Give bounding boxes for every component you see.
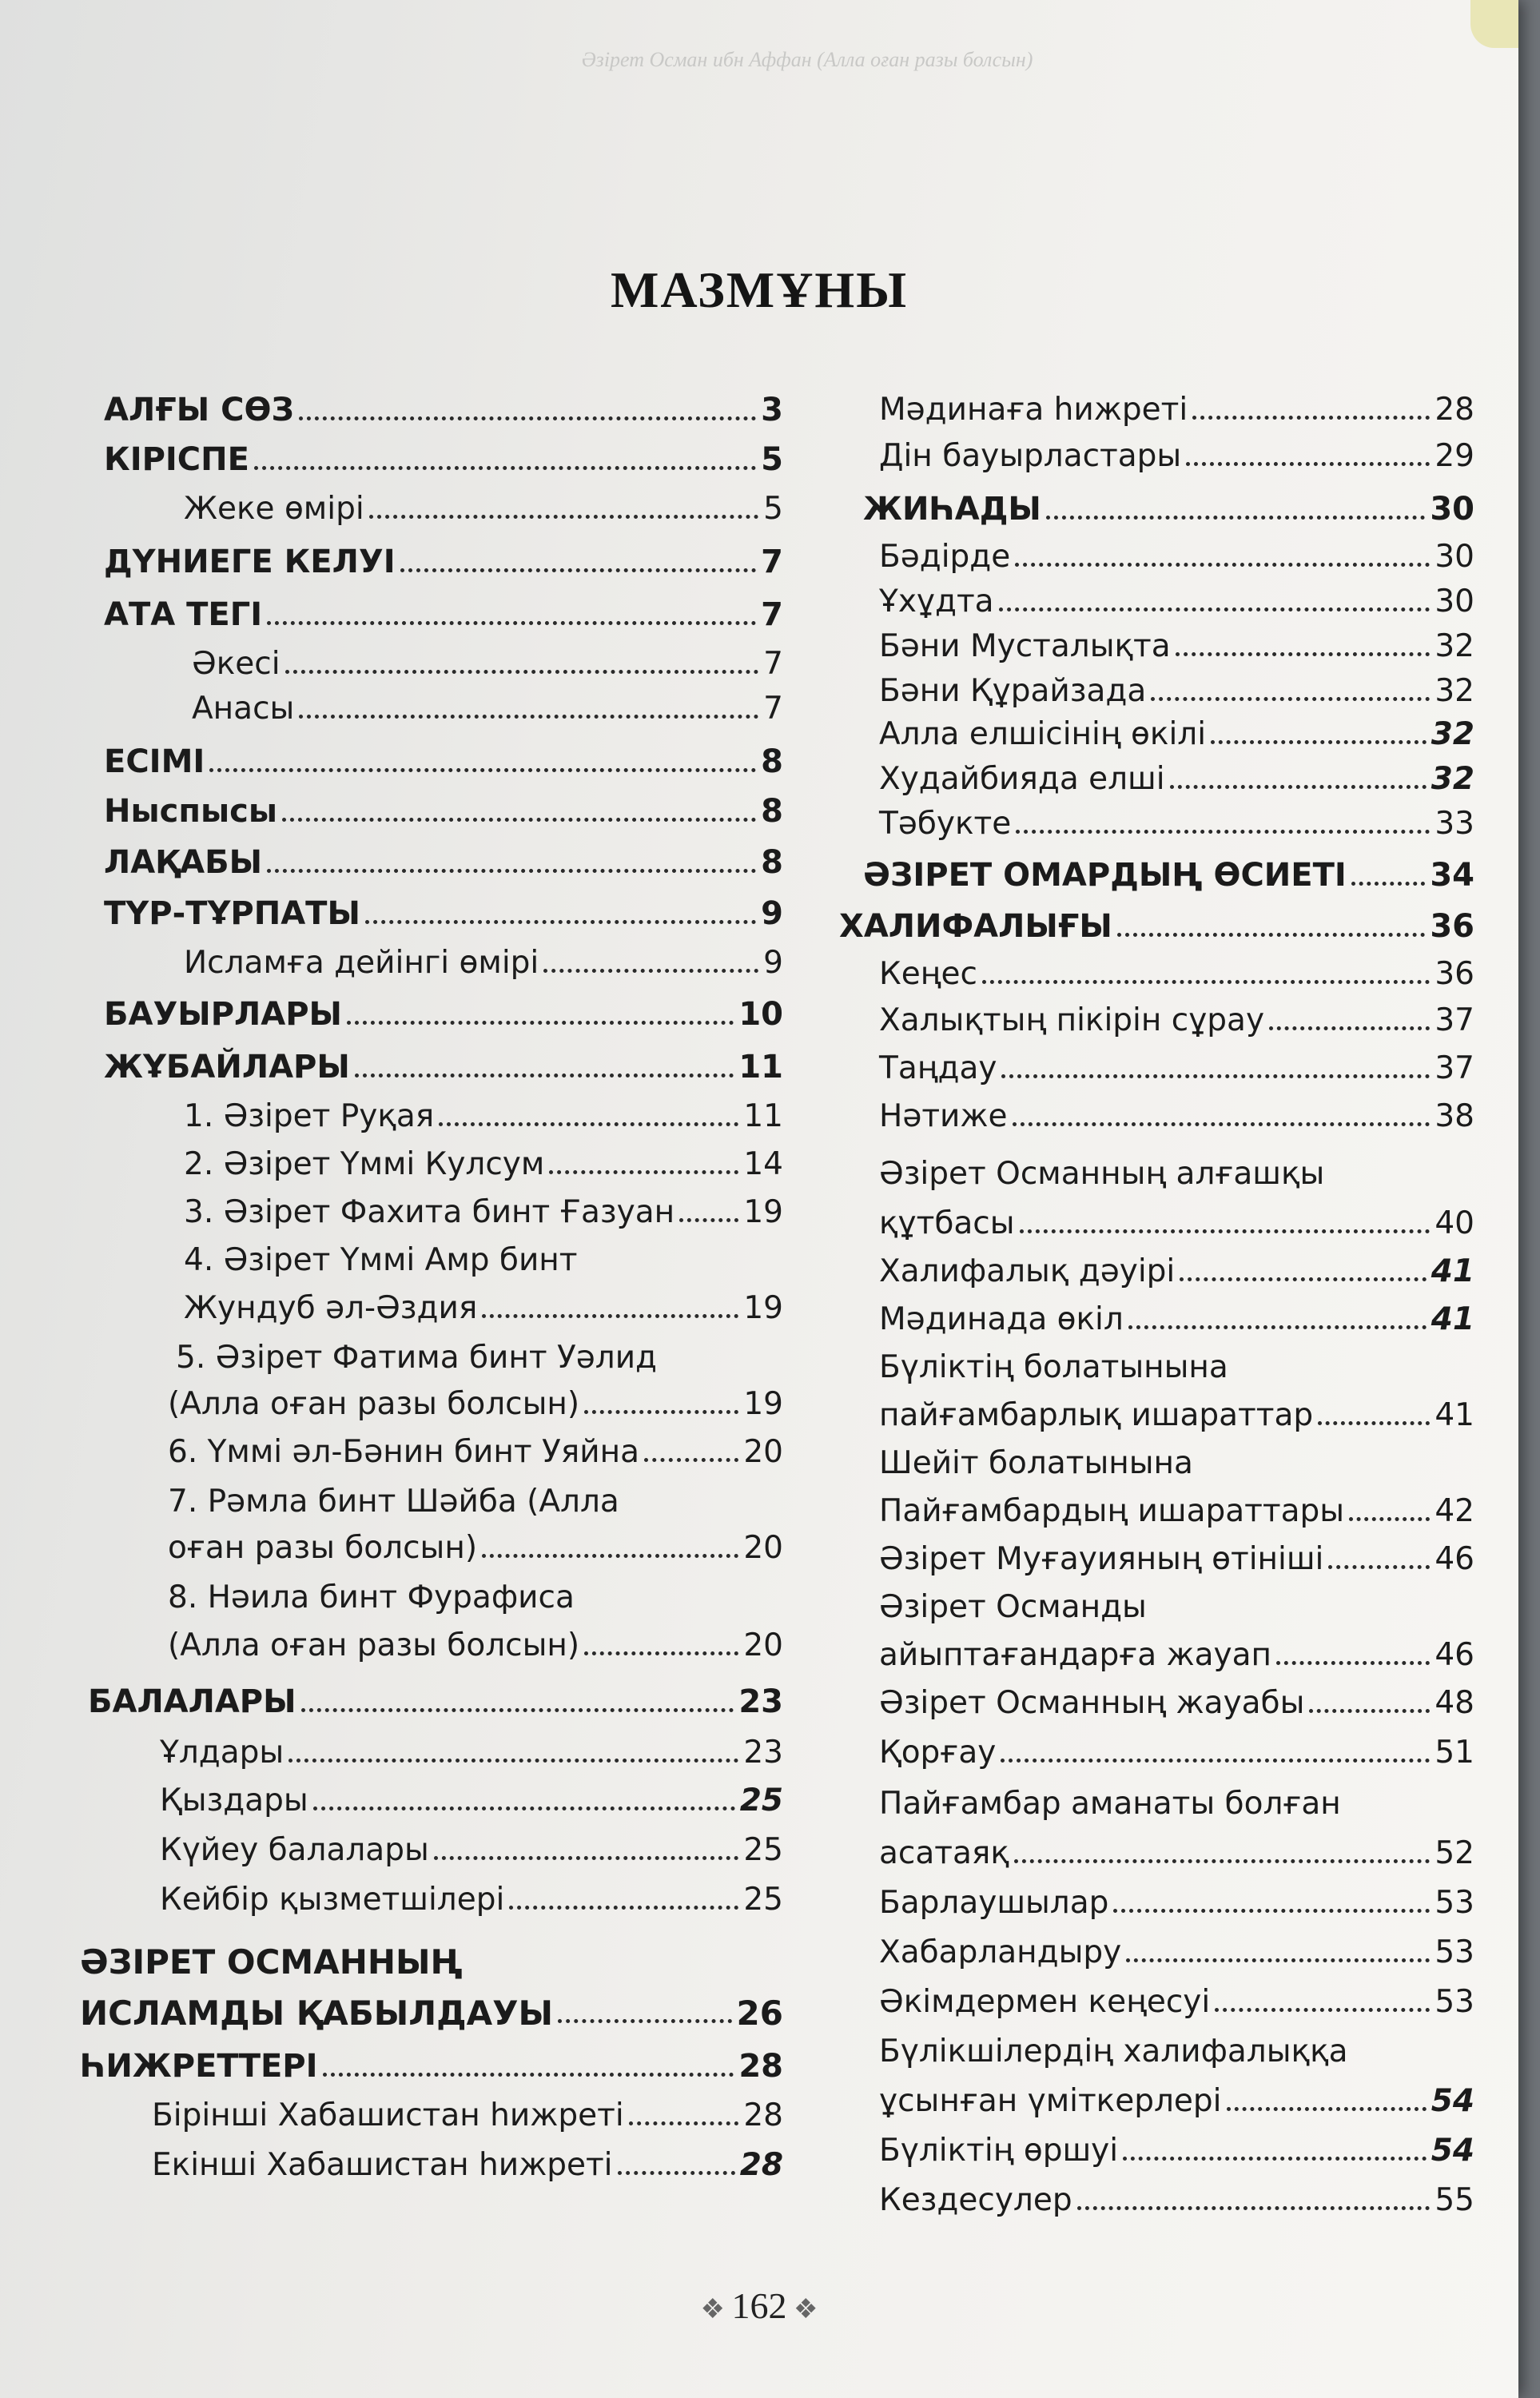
toc-entry: ДҮНИЕГЕ КЕЛУІ 7 — [104, 544, 783, 580]
ornament-left-icon: ❖ — [700, 2295, 732, 2324]
toc-entry: оған разы болсын) 20 — [168, 1530, 783, 1566]
toc-entry: Дін бауырластары 29 — [879, 438, 1474, 474]
toc-entry: ИСЛАМДЫ ҚАБЫЛДАУЫ 26 — [80, 1994, 783, 2033]
toc-entry-line: Әзірет Османды — [879, 1589, 1147, 1625]
toc-entry: ЖИҺАДЫ 30 — [863, 491, 1474, 528]
running-head: Әзірет Осман ибн Аффан (Алла оған разы болсын) — [581, 48, 1033, 71]
toc-entry: Бірінші Хабашистан һижреті 28 — [152, 2097, 783, 2133]
toc-entry: ӘЗІРЕТ ОМАРДЫҢ ӨСИЕТІ 34 — [863, 857, 1474, 894]
toc-entry: Әкімдермен кеңесуі 53 — [879, 1984, 1474, 2020]
toc-entry: Қыздары 25 — [160, 1783, 783, 1818]
toc-entry: 2. Әзірет Үммі Кулсум 14 — [184, 1146, 783, 1182]
toc-entry: ТҮР-ТҰРПАТЫ 9 — [104, 895, 783, 932]
toc-entry: Әзірет Муғауияның өтініші 46 — [879, 1541, 1474, 1577]
toc-entry: Пайғамбардың ишараттары 42 — [879, 1493, 1474, 1529]
page-title: МАЗМҰНЫ — [610, 261, 909, 318]
toc-entry: 1. Әзірет Руқая 11 — [184, 1098, 783, 1134]
toc-entry-line: Шейіт болатынына — [879, 1445, 1193, 1481]
toc-entry: ХАЛИФАЛЫҒЫ 36 — [839, 908, 1474, 945]
toc-entry: Тәбукте 33 — [879, 806, 1474, 842]
toc-entry: Худайбияда елші 32 — [879, 761, 1474, 797]
toc-entry: Халифалық дәуірі 41 — [879, 1253, 1474, 1289]
toc-entry: ұсынған үміткерлері 54 — [879, 2083, 1474, 2119]
toc-entry: пайғамбарлық ишараттар 41 — [879, 1397, 1474, 1433]
toc-entry: 6. Үммі әл-Бәнин бинт Уяйна 20 — [168, 1434, 783, 1470]
toc-entry: Бүліктің өршуі 54 — [879, 2133, 1474, 2169]
toc-entry: (Алла оған разы болсын) 20 — [168, 1627, 783, 1663]
page-number: ❖ 162 ❖ — [700, 2285, 818, 2326]
ornament-right-icon: ❖ — [786, 2295, 818, 2324]
toc-entry-line: 8. Нәила бинт Фурафиса — [168, 1579, 575, 1615]
toc-entry: Ұлдары 23 — [160, 1735, 783, 1771]
toc-entry-line: Бүлікшілердің халифалыққа — [879, 2034, 1348, 2069]
toc-entry: Нәтиже 38 — [879, 1098, 1474, 1134]
toc-entry: Ұхұдта 30 — [879, 584, 1474, 619]
toc-entry: Әзірет Османның жауабы 48 — [879, 1685, 1474, 1721]
toc-entry: ЕСІМІ 8 — [104, 743, 783, 780]
toc-entry: КІРІСПЕ 5 — [104, 441, 783, 478]
toc-entry: Кейбір қызметшілері 25 — [160, 1882, 783, 1918]
toc-entry: БАЛАЛАРЫ 23 — [88, 1683, 783, 1720]
toc-entry: Исламға дейінгі өмірі 9 — [184, 945, 783, 981]
toc-entry-line: 4. Әзірет Үммі Амр бинт — [184, 1242, 578, 1278]
toc-entry: Алла елшісінің өкілі 32 — [879, 716, 1474, 752]
toc-entry: Мәдинада өкіл 41 — [879, 1301, 1474, 1337]
toc-entry: Күйеу балалары 25 — [160, 1832, 783, 1868]
toc-entry: Бәни Мусталықта 32 — [879, 628, 1474, 664]
toc-entry: Анасы 7 — [192, 691, 783, 727]
toc-entry: Бәни Құрайзада 32 — [879, 673, 1474, 709]
toc-entry: Хабарландыру 53 — [879, 1934, 1474, 1970]
toc-entry-line: 5. Әзірет Фатима бинт Уәлид — [176, 1340, 658, 1376]
toc-entry: (Алла оған разы болсын) 19 — [168, 1386, 783, 1422]
toc-entry: Барлаушылар 53 — [879, 1885, 1474, 1921]
toc-entry: Мәдинаға һижреті 28 — [879, 392, 1474, 428]
toc-entry: Бәдірде 30 — [879, 539, 1474, 575]
toc-entry: Екінші Хабашистан һижреті 28 — [152, 2147, 783, 2183]
toc-entry: ЖҰБАЙЛАРЫ 11 — [104, 1049, 783, 1085]
toc-entry-line: Бүліктің болатынына — [879, 1349, 1228, 1385]
toc-entry: Кеңес 36 — [879, 956, 1474, 992]
toc-entry-line: Пайғамбар аманаты болған — [879, 1786, 1341, 1822]
toc-entry-line: 7. Рәмла бинт Шәйба (Алла — [168, 1484, 619, 1520]
toc-entry: АТА ТЕГІ 7 — [104, 596, 783, 633]
toc-entry: асатаяқ 52 — [879, 1835, 1474, 1871]
toc-entry: Кездесулер 55 — [879, 2182, 1474, 2218]
toc-entry-line: ӘЗІРЕТ ОСМАННЫҢ — [80, 1942, 463, 1982]
toc-entry: Жеке өмірі 5 — [184, 491, 783, 527]
toc-entry: Таңдау 37 — [879, 1050, 1474, 1086]
toc-entry: АЛҒЫ СӨЗ 3 — [104, 392, 783, 428]
toc-entry: Ныспысы 8 — [104, 793, 783, 830]
toc-entry: Халықтың пікірін сұрау 37 — [879, 1002, 1474, 1038]
toc-entry: Қорғау 51 — [879, 1735, 1474, 1771]
toc-entry: Әкесі 7 — [192, 646, 783, 682]
toc-entry: ЛАҚАБЫ 8 — [104, 844, 783, 881]
toc-entry: Жундуб әл-Әздия 19 — [184, 1290, 783, 1326]
toc-entry-line: Әзірет Османның алғашқы — [879, 1156, 1325, 1192]
toc-entry: құтбасы 40 — [879, 1205, 1474, 1241]
toc-entry: айыптағандарға жауап 46 — [879, 1637, 1474, 1673]
toc-entry: 3. Әзірет Фахита бинт Ғазуан 19 — [184, 1194, 783, 1230]
toc-entry: БАУЫРЛАРЫ 10 — [104, 996, 783, 1033]
page-corner-decoration — [1470, 0, 1518, 48]
toc-entry: ҺИЖРЕТТЕРІ 28 — [80, 2048, 783, 2085]
